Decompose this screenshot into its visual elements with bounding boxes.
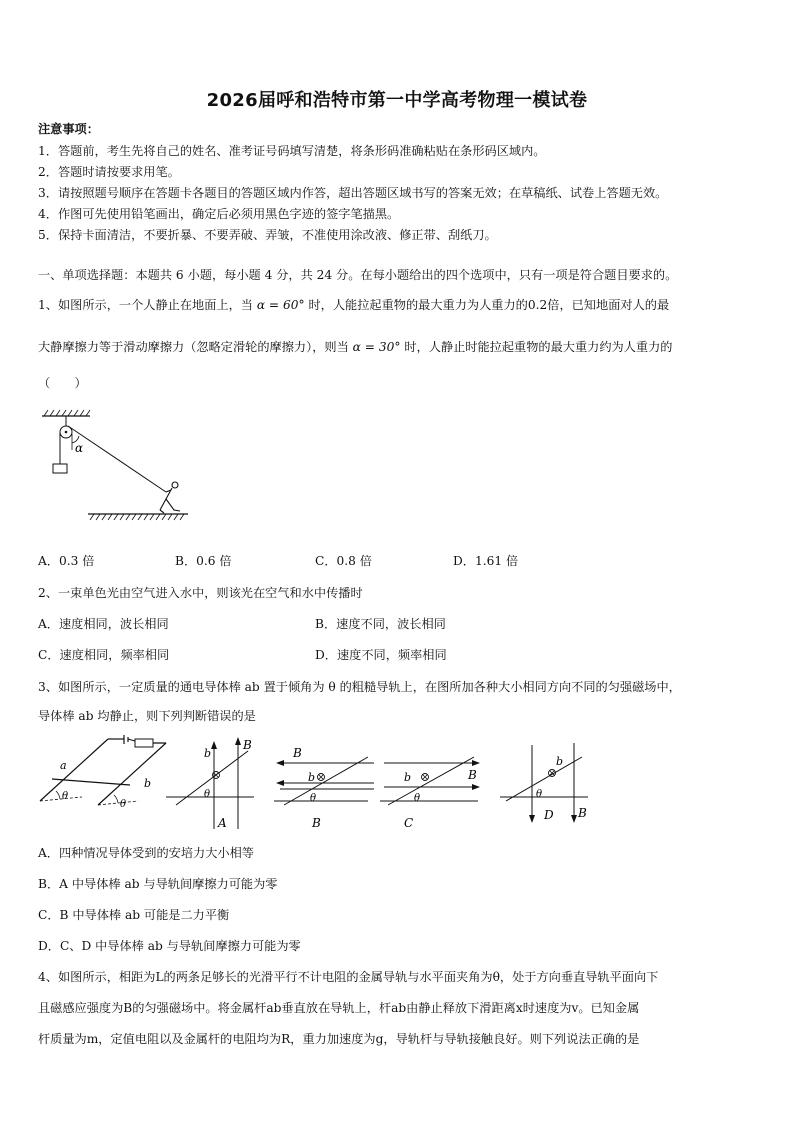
q3-stem-line1: 3、如图所示，一定质量的通电导体棒 ab 置于倾角为 θ 的粗糙导轨上，在图所加各种大小相同方向不同的匀强磁场中， [38,680,681,694]
q3-panel-b-label: B [312,816,321,830]
q1-text: 大静摩擦力等于滑动摩擦力（忽略定滑轮的摩擦力），则当 [38,340,349,354]
q1-stem-line2 [38,338,672,355]
q2-option-b: B．速度不同，波长相同 [315,617,446,631]
q1-fig-alpha-label: α [75,441,84,455]
q3-field-label: B [243,738,252,752]
notice-heading: 注意事项： [38,122,99,136]
q3-option-c: C．B 中导体棒 ab 可能是二力平衡 [38,908,230,922]
q1-alpha-30: α = 30° [352,340,401,354]
page-title: 2026届呼和浩特市第一中学高考物理一模试卷 [206,90,588,111]
q3-theta-label: θ [120,799,127,810]
q3-theta-label: θ [204,789,211,800]
q3-theta-label: θ [62,791,69,802]
q3-label-b: b [204,747,212,760]
notice-item-3: 3．请按照题号顺序在答题卡各题目的答题区域内作答，超出答题区域书写的答案无效；在草稿纸、试卷上答题无效。 [38,186,668,200]
notice-item-5: 5．保持卡面清洁，不要折暴、不要弄破、弄皱，不准使用涂改液、修正带、刮纸刀。 [38,228,497,242]
q1-text: 时，人静止时能拉起重物的最大重力约为人重力的 [404,340,673,354]
q4-stem-line1: 4、如图所示，相距为L的两条足够长的光滑平行不计电阻的金属导轨与水平面夹角为θ，处于方向垂直导轨平面向下 [38,970,659,984]
q3-theta-label: θ [536,789,543,800]
q1-alpha-60: α = 60° [256,298,305,312]
q3-label-b: b [308,771,316,784]
q3-theta-label: θ [414,793,421,804]
q3-label-b: b [556,755,564,768]
q3-option-a: A．四种情况导体受到的安培力大小相等 [38,846,254,860]
q1-pulley-figure [38,410,198,525]
q1-option-d: D．1.61 倍 [453,554,519,568]
section-heading: 一、单项选择题：本题共 6 小题，每小题 4 分，共 24 分。在每小题给出的四个选项中，只有一项是符合题目要求的。 [38,268,678,282]
q4-stem-line2: 且磁感应强度为B的匀强磁场中。将金属杆ab垂直放在导轨上，杆ab由静止释放下滑距离x时速度为v。已知金属 [38,1001,640,1015]
q2-option-a: A．速度相同，波长相同 [38,617,169,631]
q3-panel-c-label: C [404,816,414,830]
q1-answer-paren: （ ） [38,376,87,390]
q1-option-a: A．0.3 倍 [38,554,95,568]
q3-option-d: D．C、D 中导体棒 ab 与导轨间摩擦力可能为零 [38,939,301,953]
q3-field-label: B [578,806,587,820]
q2-stem: 2、一束单色光由空气进入水中，则该光在空气和水中传播时 [38,586,363,600]
q1-stem-line1 [38,296,669,313]
q3-stem-line2: 导体棒 ab 均静止，则下列判断错误的是 [38,709,256,723]
q3-theta-label: θ [310,793,317,804]
notice-item-1: 1．答题前，考生先将自己的姓名、准考证号码填写清楚，将条形码准确粘贴在条形码区域内。 [38,144,546,158]
q4-stem-line3: 杆质量为m，定值电阻以及金属杆的电阻均为R，重力加速度为g，导轨杆与导轨接触良好。则下列说法正确的是 [38,1032,640,1046]
q3-option-b: B．A 中导体棒 ab 与导轨间摩擦力可能为零 [38,877,278,891]
q3-field-label: B [468,768,477,782]
notice-item-4: 4．作图可先使用铅笔画出，确定后必须用黑色字迹的签字笔描黑。 [38,207,400,221]
q2-option-c: C．速度相同，频率相同 [38,648,170,662]
q3-label-a: a [60,759,67,772]
q2-option-d: D．速度不同，频率相同 [315,648,447,662]
notice-item-2: 2．答题时请按要求用笔。 [38,165,180,179]
q1-option-c: C．0.8 倍 [315,554,372,568]
q3-panel-d-label: D [544,808,554,822]
q1-person-icon [160,482,180,513]
q3-label-b: b [404,771,412,784]
q3-rail-figure [38,735,598,835]
q1-text: 1、如图所示，一个人静止在地面上，当 [38,298,253,312]
q1-option-b: B．0.6 倍 [175,554,232,568]
q1-text: 时，人能拉起重物的最大重力为人重力的0.2倍，已知地面对人的最 [308,298,670,312]
q3-field-label: B [293,746,302,760]
q3-panel-a-label: A [218,816,227,830]
q3-label-b: b [144,777,152,790]
